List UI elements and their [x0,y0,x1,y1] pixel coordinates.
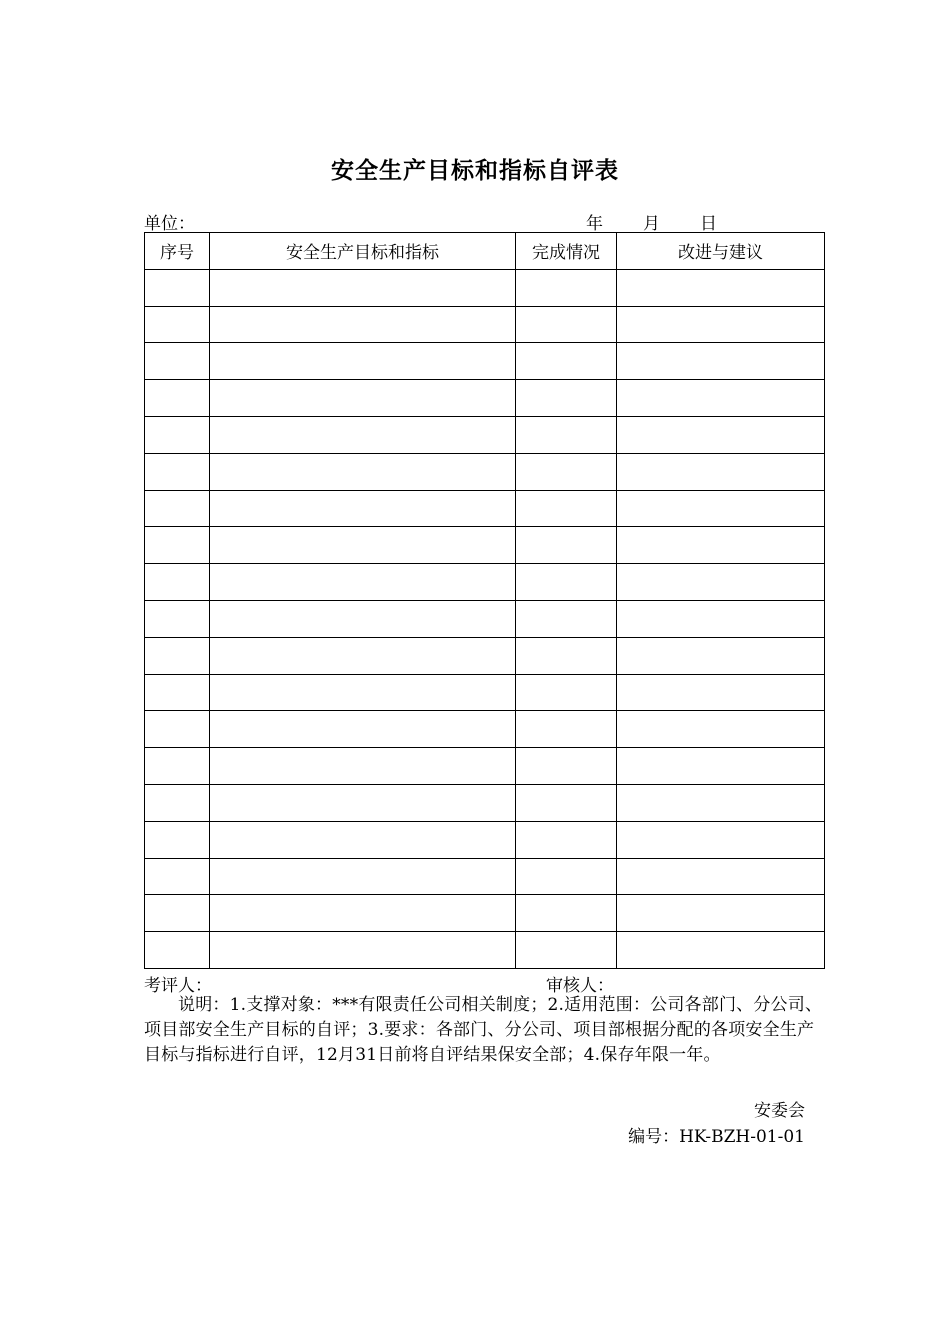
date-year-label: 年 [586,214,603,234]
table-row [145,343,825,380]
cell-completion[interactable] [516,858,617,895]
cell-target[interactable] [210,674,516,711]
cell-target[interactable] [210,637,516,674]
cell-completion[interactable] [516,600,617,637]
cell-completion[interactable] [516,637,617,674]
table-row [145,564,825,601]
cell-improvement[interactable] [617,269,825,306]
cell-completion[interactable] [516,416,617,453]
cell-index[interactable] [145,821,210,858]
cell-index[interactable] [145,637,210,674]
cell-target[interactable] [210,711,516,748]
document-code: 编号：HK-BZH-01-01 [628,1127,805,1147]
cell-improvement[interactable] [617,306,825,343]
instructions-note: 说明：1.支撑对象：***有限责任公司相关制度；2.适用范围：公司各部门、分公司、项目部安全生产目标的自评；3.要求：各部门、分公司、项目部根据分配的各项安全生产目标与指标进行自评，12月31日前将自评结果保安全部；4.保存年限一年。 [144,995,823,1065]
evaluator-label: 考评人： [144,976,212,996]
table-row [145,858,825,895]
cell-target[interactable] [210,306,516,343]
cell-completion[interactable] [516,932,617,969]
unit-label: 单位： [144,214,195,234]
cell-improvement[interactable] [617,711,825,748]
cell-improvement[interactable] [617,343,825,380]
cell-target[interactable] [210,821,516,858]
table-row [145,380,825,417]
cell-index[interactable] [145,453,210,490]
cell-improvement[interactable] [617,416,825,453]
table-header-row [145,233,825,270]
table-row [145,527,825,564]
cell-index[interactable] [145,306,210,343]
cell-completion[interactable] [516,269,617,306]
table-row [145,711,825,748]
cell-completion[interactable] [516,711,617,748]
cell-index[interactable] [145,711,210,748]
cell-completion[interactable] [516,784,617,821]
cell-index[interactable] [145,269,210,306]
cell-improvement[interactable] [617,895,825,932]
table-row [145,490,825,527]
cell-target[interactable] [210,895,516,932]
table-row [145,895,825,932]
reviewer-label: 审核人： [546,976,614,996]
cell-improvement[interactable] [617,600,825,637]
header-improvement: 改进与建议 [617,233,825,270]
cell-completion[interactable] [516,748,617,785]
cell-target[interactable] [210,453,516,490]
table-row [145,784,825,821]
cell-target[interactable] [210,416,516,453]
cell-index[interactable] [145,564,210,601]
cell-improvement[interactable] [617,527,825,564]
cell-improvement[interactable] [617,380,825,417]
date-day-label: 日 [700,214,717,234]
cell-index[interactable] [145,784,210,821]
issuer-label: 安委会 [754,1101,805,1121]
cell-improvement[interactable] [617,637,825,674]
cell-target[interactable] [210,564,516,601]
cell-index[interactable] [145,380,210,417]
table-row [145,748,825,785]
cell-completion[interactable] [516,564,617,601]
header-completion: 完成情况 [516,233,617,270]
table-row [145,674,825,711]
cell-completion[interactable] [516,895,617,932]
cell-improvement[interactable] [617,490,825,527]
cell-target[interactable] [210,490,516,527]
cell-index[interactable] [145,600,210,637]
cell-index[interactable] [145,343,210,380]
cell-target[interactable] [210,269,516,306]
cell-improvement[interactable] [617,453,825,490]
table-row [145,637,825,674]
cell-target[interactable] [210,380,516,417]
table-row [145,932,825,969]
table-row [145,306,825,343]
cell-completion[interactable] [516,490,617,527]
table-row [145,416,825,453]
cell-completion[interactable] [516,527,617,564]
date-month-label: 月 [643,214,660,234]
table-row [145,600,825,637]
header-target: 安全生产目标和指标 [210,233,516,270]
table-row [145,269,825,306]
cell-target[interactable] [210,343,516,380]
cell-completion[interactable] [516,306,617,343]
table-row [145,821,825,858]
cell-improvement[interactable] [617,784,825,821]
cell-completion[interactable] [516,380,617,417]
cell-index[interactable] [145,748,210,785]
header-index: 序号 [145,233,210,270]
cell-target[interactable] [210,600,516,637]
cell-target[interactable] [210,748,516,785]
cell-target[interactable] [210,932,516,969]
cell-improvement[interactable] [617,564,825,601]
cell-improvement[interactable] [617,821,825,858]
date-field [586,209,717,234]
cell-target[interactable] [210,784,516,821]
table-body [145,269,825,968]
cell-completion[interactable] [516,343,617,380]
cell-index[interactable] [145,490,210,527]
cell-target[interactable] [210,858,516,895]
page-title: 安全生产目标和指标自评表 [331,158,619,184]
cell-improvement[interactable] [617,858,825,895]
cell-improvement[interactable] [617,674,825,711]
cell-improvement[interactable] [617,932,825,969]
cell-completion[interactable] [516,453,617,490]
table-row [145,453,825,490]
self-evaluation-table [144,232,825,969]
cell-completion[interactable] [516,821,617,858]
cell-index[interactable] [145,527,210,564]
cell-completion[interactable] [516,674,617,711]
cell-index[interactable] [145,674,210,711]
cell-index[interactable] [145,895,210,932]
cell-index[interactable] [145,932,210,969]
cell-target[interactable] [210,527,516,564]
cell-index[interactable] [145,416,210,453]
cell-improvement[interactable] [617,748,825,785]
cell-index[interactable] [145,858,210,895]
